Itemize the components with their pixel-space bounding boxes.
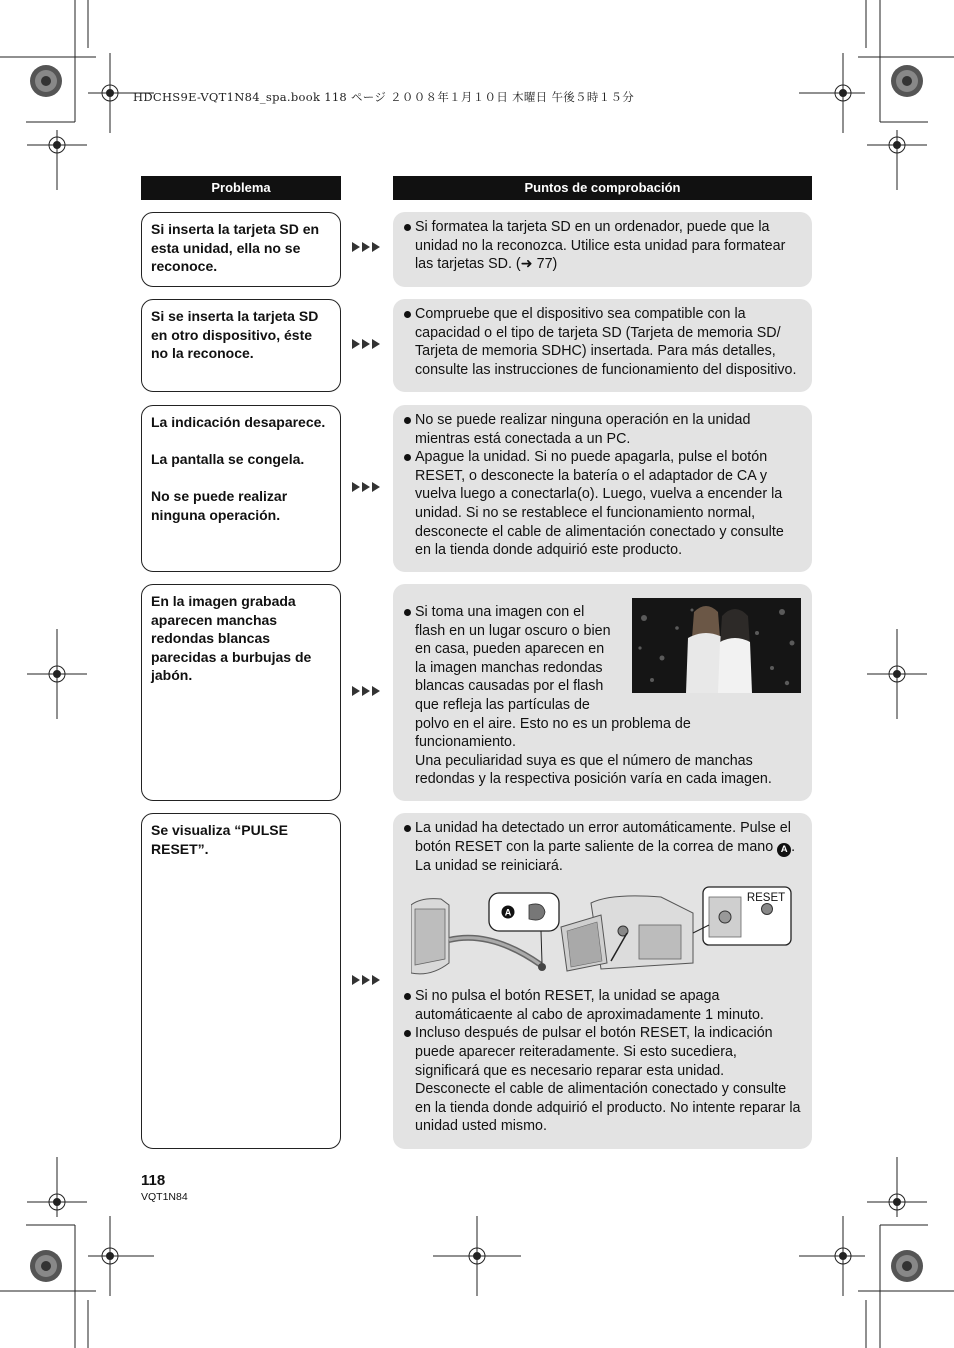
check-bullet: No se puede realizar ninguna operación en la unidad mientras está conectada a un PC. bbox=[403, 411, 802, 448]
problem-box-2 bbox=[141, 299, 341, 392]
bullet-line: blancas causadas por el flash bbox=[415, 678, 604, 695]
bullet-text: . La unidad se reiniciará. bbox=[415, 838, 796, 874]
check-bullet bbox=[403, 819, 802, 875]
bullet-line: flash en un lugar oscuro o bien bbox=[415, 622, 611, 639]
problem-text: Se visualiza “PULSE RESET”. bbox=[151, 822, 288, 857]
check-bullet: Incluso después de pulsar el botón RESET, la indicación puede aparecer reiteradamente. Si esto sucediera, significará que es necesario reparar esta unidad. Desconecte el cable de alimentación conectado y consulte en la tienda donde adquirió el producto. No intente reparar la unidad usted mismo. bbox=[403, 1024, 802, 1136]
problem-box-1 bbox=[141, 212, 341, 287]
bullet-line: la imagen manchas redondas bbox=[415, 659, 603, 676]
page-number: 118 bbox=[141, 1172, 166, 1189]
triple-arrow-icon bbox=[352, 339, 384, 351]
check-box-1 bbox=[393, 212, 812, 287]
problem-text: La indicación desaparece. bbox=[151, 414, 326, 430]
triple-arrow-icon bbox=[352, 686, 384, 698]
extra-note: Una peculiaridad suya es que el número de manchas redondas y la respectiva posición varía en cada imagen. bbox=[415, 752, 772, 788]
bullet-text: La unidad ha detectado un error automáticamente. Pulse el botón RESET con la parte saliente de la correa de mano bbox=[415, 820, 791, 855]
check-bullet: Compruebe que el dispositivo sea compatible con la capacidad o el tipo de tarjeta SD (Tarjeta de memoria SD/ Tarjeta de memoria SDHC) insertada. Para más detalles, consulte las instrucciones de funcionamiento del dispositivo. bbox=[403, 305, 802, 379]
check-box-2 bbox=[393, 299, 812, 392]
document-code: VQT1N84 bbox=[141, 1191, 188, 1203]
check-bullet: Apague la unidad. Si no puede apagarla, pulse el botón RESET, o desconecte la batería o el adaptador de CA y vuelva luego a conectarla(o). Luego, vuelva a encender la unidad. Si no se restablece el funcionamiento normal, desconecte el cable de alimentación conectado y consulte en la tienda donde adquirió este producto. bbox=[403, 448, 802, 560]
svg-text:A: A bbox=[504, 907, 512, 918]
triple-arrow-icon bbox=[352, 482, 384, 494]
problem-text: En la imagen grabada aparecen manchas redondas blancas parecidas a burbujas de jabón. bbox=[151, 593, 312, 684]
check-column-header: Puntos de comprobación bbox=[393, 176, 812, 200]
bullet-line: que refleja las partículas de bbox=[415, 696, 590, 713]
camera-reset-illustration bbox=[411, 885, 796, 980]
problem-box-5 bbox=[141, 813, 341, 1149]
problem-text: No se puede realizar ninguna operación. bbox=[151, 488, 288, 523]
print-header: HDCHS9E-VQT1N84_spa.book 118 ページ ２００８年１月１０日 木曜日 午後５時１５分 bbox=[133, 90, 635, 104]
night-flash-photo bbox=[632, 598, 801, 693]
problem-text: La pantalla se congela. bbox=[151, 451, 305, 468]
check-bullet: Si formatea la tarjeta SD en un ordenador, puede que la unidad no la reconozca. Utilice esta unidad para formatear las tarjetas SD. (➜ 77) bbox=[403, 218, 802, 274]
bullet-line: funcionamiento. bbox=[415, 734, 516, 751]
triple-arrow-icon bbox=[352, 242, 384, 254]
problem-column-header: Problema bbox=[141, 176, 341, 200]
problem-box-3 bbox=[141, 405, 341, 572]
bullet-line: Si toma una imagen con el bbox=[415, 604, 585, 620]
problem-text: Si se inserta la tarjeta SD en otro dispositivo, éste no la reconoce. bbox=[151, 308, 319, 362]
marker-a-icon: A bbox=[777, 843, 791, 857]
bullet-line: polvo en el aire. Esto no es un problema de bbox=[415, 715, 691, 732]
triple-arrow-icon bbox=[352, 975, 384, 987]
reset-label: RESET bbox=[746, 892, 786, 904]
check-box-3 bbox=[393, 405, 812, 572]
problem-text: Si inserta la tarjeta SD en esta unidad, ella no se reconoce. bbox=[151, 221, 320, 275]
check-box-5 bbox=[393, 813, 812, 1149]
check-bullet: Si no pulsa el botón RESET, la unidad se apaga automáticaente al cabo de aproximadamente 1 minuto. bbox=[403, 987, 802, 1024]
bullet-line: en casa, pueden aparecen en bbox=[415, 641, 605, 658]
problem-box-4 bbox=[141, 584, 341, 801]
